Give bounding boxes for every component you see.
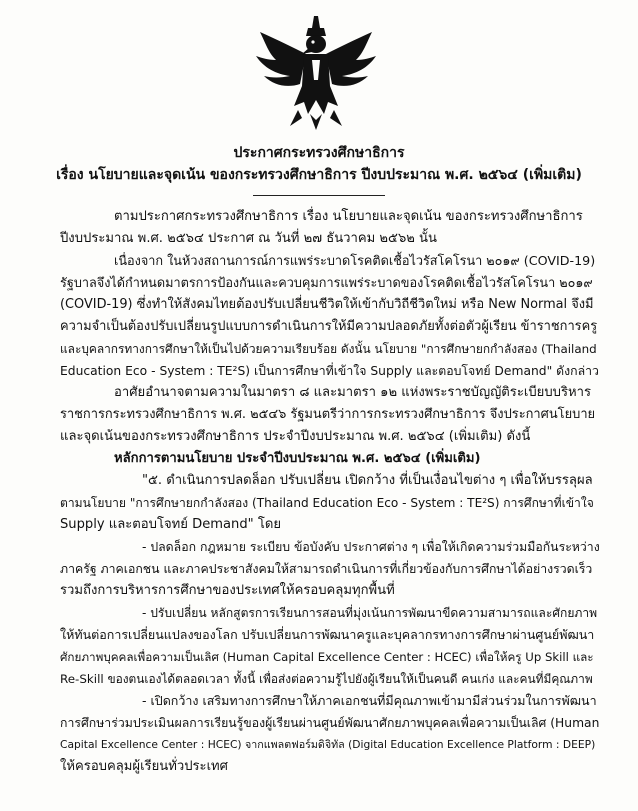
title-divider [253, 195, 385, 196]
paragraph-line: Education Eco - System : TE²S) เป็นการศึกษาที่เข้าใจ Supply และตอบโจทย์ Demand" ดังกล่าว [60, 364, 599, 378]
document-subject: เรื่อง นโยบายและจุดเน้น ของกระทรวงศึกษาธิการ ปีงบประมาณ พ.ศ. ๒๕๖๔ (เพิ่มเติม) [56, 167, 582, 183]
bullet-line: - ปลดล็อก กฎหมาย ระเบียบ ข้อบังคับ ประกาศต่าง ๆ เพื่อให้เกิดความร่วมมือกันระหว่าง [142, 540, 600, 554]
paragraph-line: ให้ครอบคลุมผู้เรียนทั่วประเทศ [60, 759, 228, 774]
bullet-line: - ปรับเปลี่ยน หลักสูตรการเรียนการสอนที่มุ่งเน้นการพัฒนาขีดความสามารถและศักยภาพ [142, 606, 598, 620]
paragraph-line: ให้ทันต่อการเปลี่ยนแปลงของโลก ปรับเปลี่ยนการพัฒนาครูและบุคลากรทางการศึกษาผ่านศูนย์พัฒนา [60, 627, 595, 642]
paragraph-line: ศักยภาพบุคคลเพื่อความเป็นเลิศ (Human Capital Excellence Center : HCEC) เพื่อให้ครู Up Skill และ [60, 650, 594, 664]
paragraph-line: ความจำเป็นต้องปรับเปลี่ยนรูปแบบการดำเนินการให้มีความปลอดภัยทั้งต่อตัวผู้เรียน ข้าราชการครู [60, 319, 598, 334]
paragraph-line: และจุดเน้นของกระทรวงศึกษาธิการ ประจำปีงบประมาณ พ.ศ. ๒๕๖๔ (เพิ่มเติม) ดังนี้ [60, 429, 531, 444]
paragraph-line: Capital Excellence Center : HCEC) จากแพลตฟอร์มดิจิทัล (Digital Education Excellence Platform : DEEP) [60, 738, 596, 751]
paragraph-line: Supply และตอบโจทย์ Demand" โดย [60, 517, 282, 532]
paragraph-line: ภาครัฐ ภาคเอกชน และภาคประชาสังคมให้สามารถดำเนินการที่เกี่ยวข้องกับการศึกษาได้อย่างรวดเร็ว [60, 562, 593, 576]
paragraph-line: (COVID-19) ซึ่งทำให้สังคมไทยต้องปรับเปลี่ยนชีวิตให้เข้ากับวิถีชีวิตใหม่ หรือ New Normal จึงมี [60, 297, 594, 312]
paragraph-line: Re-Skill ของตนเองได้ตลอดเวลา ทั้งนี้ เพื่อส่งต่อความรู้ไปยังผู้เรียนให้เป็นคนดี คนเก่ง และคนที่มีคุณภาพ [60, 672, 593, 686]
paragraph-line: และบุคลากรทางการศึกษาให้เป็นไปด้วยความเรียบร้อย ดังนั้น นโยบาย "การศึกษายกกำลังสอง (Thailand [60, 342, 597, 356]
paragraph-line: อาศัยอำนาจตามความในมาตรา ๘ และมาตรา ๑๒ แห่งพระราชบัญญัติระเบียบบริหาร [114, 385, 592, 400]
garuda-emblem-icon [254, 14, 378, 132]
paragraph-line: รัฐบาลจึงได้กำหนดมาตรการป้องกันและควบคุมการแพร่ระบาดของโรคติดเชื้อไวรัสโคโรนา ๒๐๑๙ [60, 275, 593, 290]
paragraph-line: ปีงบประมาณ พ.ศ. ๒๕๖๔ ประกาศ ณ วันที่ ๒๗ ธันวาคม ๒๕๖๒ นั้น [60, 231, 437, 246]
paragraph-line: "๕. ดำเนินการปลดล็อก ปรับเปลี่ยน เปิดกว้าง ที่เป็นเงื่อนไขต่าง ๆ เพื่อให้บรรลุผล [142, 473, 593, 488]
paragraph-line: ตามประกาศกระทรวงศึกษาธิการ เรื่อง นโยบายและจุดเน้น ของกระทรวงศึกษาธิการ [114, 209, 583, 224]
paragraph-line: เนื่องจาก ในห้วงสถานการณ์การแพร่ระบาดโรคติดเชื้อไวรัสโคโรนา ๒๐๑๙ (COVID-19) [114, 253, 596, 268]
paragraph-line: รวมถึงการบริหารการศึกษาของประเทศให้ครอบคลุมทุกพื้นที่ [60, 583, 395, 598]
paragraph-line: ราชการกระทรวงศึกษาธิการ พ.ศ. ๒๕๔๖ รัฐมนตรีว่าการกระทรวงศึกษาธิการ จึงประกาศนโยบาย [60, 407, 596, 422]
paragraph-line: ตามนโยบาย "การศึกษายกกำลังสอง (Thailand Education Eco - System : TE²S) การศึกษาที่เข้าใจ [60, 496, 594, 510]
section-heading: หลักการตามนโยบาย ประจำปีงบประมาณ พ.ศ. ๒๕๖๔ (เพิ่มเติม) [114, 451, 481, 466]
document-title: ประกาศกระทรวงศึกษาธิการ [233, 145, 405, 161]
paragraph-line: การศึกษาร่วมประเมินผลการเรียนรู้ของผู้เรียนผ่านศูนย์พัฒนาศักยภาพบุคคลเพื่อความเป็นเลิศ (Human [60, 716, 600, 730]
bullet-line: - เปิดกว้าง เสริมทางการศึกษาให้ภาคเอกชนที่มีคุณภาพเข้ามามีส่วนร่วมในการพัฒนา [142, 693, 597, 708]
